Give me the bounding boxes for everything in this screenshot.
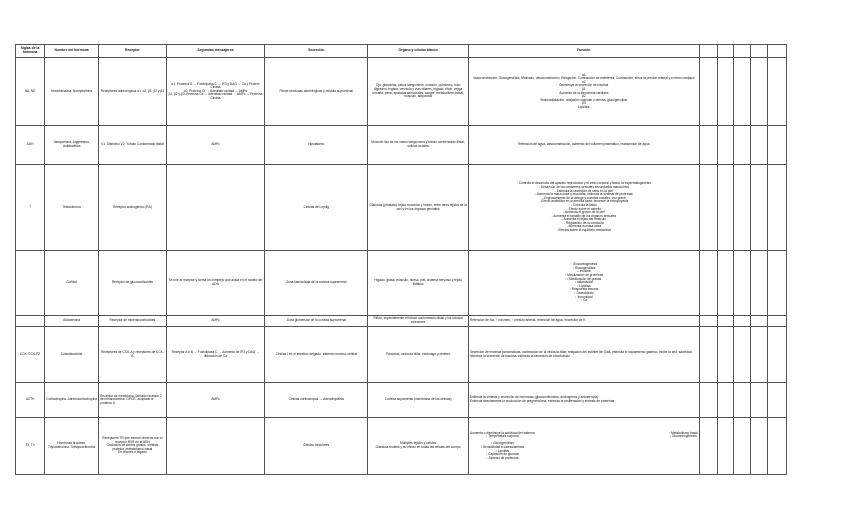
cell-empty[interactable] [699, 58, 718, 126]
cell-empty[interactable] [699, 251, 718, 316]
cell-receptor[interactable]: Receptores adrenérgicos α1, α2, β1, β2 y β3 [99, 58, 167, 126]
cell-secrecion[interactable]: Células foliculares [265, 418, 368, 475]
cell-sigla[interactable]: T3, T4 [16, 418, 45, 475]
cell-empty[interactable] [768, 165, 787, 251]
cell-organos[interactable]: Páncreas, vesícula biliar, estómago y cerebro [368, 327, 469, 383]
header-empty-2[interactable] [718, 45, 734, 58]
cell-secrecion[interactable]: Hipotálamo [265, 126, 368, 165]
cell-receptor[interactable]: Receptores de CCK-A y receptores de CCK-B [99, 327, 167, 383]
header-nombre[interactable]: Nombre del hormona [45, 45, 99, 58]
cell-empty[interactable] [750, 251, 768, 316]
cell-empty[interactable] [699, 327, 718, 383]
cell-organos[interactable]: Riñón, especialmente el túbulo contorneado distal y los túbulos colectores [368, 316, 469, 327]
cell-empty[interactable] [750, 165, 768, 251]
table-row [16, 58, 787, 126]
cell-nombre[interactable]: Noradrenalina, Norepinefrina [45, 58, 99, 126]
cell-sigla[interactable]: ADH [16, 126, 45, 165]
cell-empty[interactable] [718, 126, 734, 165]
cell-nombre[interactable]: Corticotropina, Adrenocorticotropina [45, 383, 99, 418]
cell-segundos[interactable]: AMPc [166, 126, 265, 165]
cell-segundos[interactable]: AMPc [166, 383, 265, 418]
funcion-right: ↑ Metabolismo basal ↑ Gluconeogénesis [668, 430, 698, 439]
cell-receptor[interactable]: Receptor de glucocorticoides [99, 251, 167, 316]
cell-sigla[interactable]: NA, NE [16, 58, 45, 126]
cell-empty[interactable] [718, 58, 734, 126]
cell-sigla[interactable]: CCK, CCK-PZ [16, 327, 45, 383]
cell-funcion[interactable]: - Controla el desarrollo del aparato reproductor y el vello corporal y facial, la espermatogénesis - Desarrollo de los caracteres sexuales secundarios masculinos - Estimula la secreción de sebo en la piel - Aumenta la masa ósea y muscular, estimula la síntesis de proteínas - Engrosamiento de la laringe y cuerdas vocales, voz grave - Efecto anabólico en la médula ósea, favorece la eritropoyesis - Controla la libido - Efecto sobre el cabello - Aumenta el grosor de la piel - Aumenta el tamaño de los órganos sexuales - Aumenta el tejido del músculo - Regulación de la conducta - Aumenta la masa ósea - Efectos sobre el equilibrio metabólico [469, 165, 700, 251]
cell-empty[interactable] [733, 316, 750, 327]
cell-nombre[interactable]: Aldosterona [45, 316, 99, 327]
header-organos[interactable]: Órgano y células blanco [368, 45, 469, 58]
cell-empty[interactable] [699, 165, 718, 251]
cell-segundos[interactable]: Receptor A o B → Fosfolipasa C → Aumento de IP3 y DAG → liberación de Ca [166, 327, 265, 383]
cell-empty[interactable] [733, 251, 750, 316]
cell-nombre[interactable]: Vasopresina, Argipresina, Antidiurética [45, 126, 99, 165]
table-row [16, 327, 787, 383]
cell-empty[interactable] [699, 126, 718, 165]
cell-empty[interactable] [718, 383, 734, 418]
cell-secrecion[interactable]: Zona glomerular de la corteza suprarrenal [265, 316, 368, 327]
cell-organos[interactable]: Músculo liso de los vasos sanguíneos y túbulo contorneado distal, células renales [368, 126, 469, 165]
cell-empty[interactable] [750, 316, 768, 327]
header-receptor[interactable]: Receptor [99, 45, 167, 58]
cell-empty[interactable] [733, 165, 750, 251]
cell-empty[interactable] [750, 126, 768, 165]
table-row [16, 165, 787, 251]
cell-empty[interactable] [768, 418, 787, 475]
cell-funcion[interactable]: Retención de agua, vasoconstricción, aumento del volumen plasmático, reabsorción de agua [469, 126, 700, 165]
cell-empty[interactable] [718, 327, 734, 383]
cell-nombre[interactable]: Testosterona [45, 165, 99, 251]
cell-empty[interactable] [768, 327, 787, 383]
cell-segundos[interactable] [166, 165, 265, 251]
funcion-left: Aumenta o disminuye la actividad del sistema ↑ Temperatura corporal ↑ Glucogenólisis ↑ Sensibilidad a catecolaminas ↑ Lipólisis ↑ Captación de glucosa ↑ Síntesis de proteínas [470, 430, 535, 460]
cell-empty[interactable] [750, 58, 768, 126]
table-row [16, 126, 787, 165]
cell-receptor[interactable]: Receptor de mineralocorticoides [99, 316, 167, 327]
cell-empty[interactable] [768, 383, 787, 418]
cell-sigla[interactable]: T [16, 165, 45, 251]
hormone-table [15, 44, 787, 475]
header-empty-3[interactable] [733, 45, 750, 58]
cell-empty[interactable] [733, 126, 750, 165]
cell-empty[interactable] [750, 327, 768, 383]
cell-empty[interactable] [768, 316, 787, 327]
cell-secrecion[interactable]: Fibras nerviosas adrenérgicas y médula suprarrenal [265, 58, 368, 126]
cell-empty[interactable] [750, 383, 768, 418]
cell-segundos[interactable]: α1: Proteína G → Fosfolipasa C → IP3 y DAG → Ca y Proteín Cinasa α2: Proteína Gi → Adenilato ciclasa → AMPc β1, β2 y β3: Proteína Gs → Adenilato ciclasa → AMPc → Proteína Cinasa [166, 58, 265, 126]
cell-empty[interactable] [699, 383, 718, 418]
cell-empty[interactable] [768, 126, 787, 165]
cell-funcion[interactable]: Secreción de enzimas pancreáticas, contracción de la vesícula biliar, relajación del esfínter de Oddi, estimula el vaciamiento gástrico, inhibe la sed, saciedad, favorece la secreción de insulina, estimula la secreción de bicarbonato [469, 327, 700, 383]
header-empty-5[interactable] [768, 45, 787, 58]
cell-funcion[interactable]: Retención de Na, ↑ volumen, ↑ presión arterial, retención de agua, excreción de K [469, 316, 700, 327]
header-row [16, 45, 787, 58]
cell-organos[interactable]: Hígado, grasa, músculo, hueso, piel, sistema nervioso y tejido linfático [368, 251, 469, 316]
cell-nombre[interactable]: Cortisol [45, 251, 99, 316]
cell-segundos[interactable]: AMPc [166, 316, 265, 327]
table-row [16, 383, 787, 418]
header-funcion[interactable]: Función [469, 45, 700, 58]
cell-empty[interactable] [699, 418, 718, 475]
cell-empty[interactable] [750, 418, 768, 475]
cell-receptor[interactable]: V1: Distintivo V2: Túbulo Contorneado distal [99, 126, 167, 165]
cell-sigla[interactable] [16, 316, 45, 327]
cell-secrecion[interactable]: Zona fasciculada de la corteza suprarrenal [265, 251, 368, 316]
cell-empty[interactable] [733, 383, 750, 418]
cell-organos[interactable]: Corteza suprarrenal (membrana de las células) [368, 383, 469, 418]
cell-receptor[interactable]: Receptor de membrana, llamado receptor 2 de melanocortina, GPCR, acoplado a proteína G [99, 383, 167, 418]
header-sigla[interactable]: Siglas de la hormona [16, 45, 45, 58]
cell-empty[interactable] [718, 316, 734, 327]
cell-funcion[interactable] [469, 418, 700, 475]
header-segundos[interactable]: Segundos mensajeros [166, 45, 265, 58]
table-row [16, 316, 787, 327]
cell-sigla[interactable] [16, 251, 45, 316]
cell-organos[interactable]: Múltiples tejidos y células Glándula tiroides y su efecto en todas las células del cuerpo [368, 418, 469, 475]
table-row [16, 418, 787, 475]
cell-nombre[interactable]: Hormonas tiroideas, Triyodotironina, Tetrayodotironina [45, 418, 99, 475]
cell-receptor[interactable]: Receptor androgénico (RA) [99, 165, 167, 251]
cell-funcion[interactable]: Estimula la síntesis y secreción de hormonas (glucocorticoides, andrógenos y aldosterona) Estimula directamente la producción de pregnenolona, estimula la proliferación y síntesis de proteínas [469, 383, 700, 418]
cell-secrecion[interactable]: Células corticotropas → Adenohipófisis [265, 383, 368, 418]
cell-receptor[interactable]: Receptores TR que forman dímeros con el receptor RXR en el ADN Oxidación de ácidos grasos, síntesis proteica, metabolismo basal En riñones e hígado [99, 418, 167, 475]
cell-empty[interactable] [733, 418, 750, 475]
cell-empty[interactable] [768, 58, 787, 126]
cell-nombre[interactable]: Colecistocinina [45, 327, 99, 383]
cell-empty[interactable] [733, 58, 750, 126]
table-row [16, 251, 787, 316]
cell-empty[interactable] [718, 418, 734, 475]
cell-organos[interactable]: Ojo, glándulas, vasos sanguíneos, corazón, pulmones, tubo digestivo, hígado, vesícula y vías biliares, hígado, riñón, vejiga urinaria, pene, aparatos sensoriales, sangre, metabolismo basal, músculo, adipocitos [368, 58, 469, 126]
cell-empty[interactable] [768, 251, 787, 316]
cell-segundos[interactable]: Se une al receptor y forma un complejo que actúa en el núcleo del ADN [166, 251, 265, 316]
cell-segundos[interactable] [166, 418, 265, 475]
cell-empty[interactable] [718, 251, 734, 316]
cell-secrecion[interactable]: Células de Leydig [265, 165, 368, 251]
cell-funcion[interactable]: ↑ Gluconeogénesis ↑ Glucogenólisis ↓ Insulina ↑ Movilización de proteínas ↑ Movilización de grasas ↓ Inflamación ↑ Lipólisis ↑ Respuesta inmune ↓ Osteoblasto ↓ Inmunidad ↑ Ca [469, 251, 700, 316]
header-empty-4[interactable] [750, 45, 768, 58]
cell-funcion[interactable]: α1 Vasoconstricción, Glucogenolisis, Midriasis, Vasoconstricción, Relajación, Contracción de esfínteres, Contracción, eleva la presión arterial y el ritmo cardiaco α2 Disminuye la secreción de insulina β1 Aumento de la frecuencia cardiaca β2 Broncodilatación, relajación vascular y uterina, glucogenolisis β3 Lipólisis [469, 58, 700, 126]
cell-sigla[interactable]: ACTH [16, 383, 45, 418]
cell-empty[interactable] [733, 327, 750, 383]
cell-secrecion[interactable]: Células I en el intestino delgado, sistema nervioso central [265, 327, 368, 383]
cell-empty[interactable] [699, 316, 718, 327]
header-secrecion[interactable]: Secreción [265, 45, 368, 58]
header-empty-1[interactable] [699, 45, 718, 58]
cell-organos[interactable]: Glándula (próstata), tejido muscular y hueso, entre otros tejidos de la piel y en los órganos genitales [368, 165, 469, 251]
cell-empty[interactable] [718, 165, 734, 251]
